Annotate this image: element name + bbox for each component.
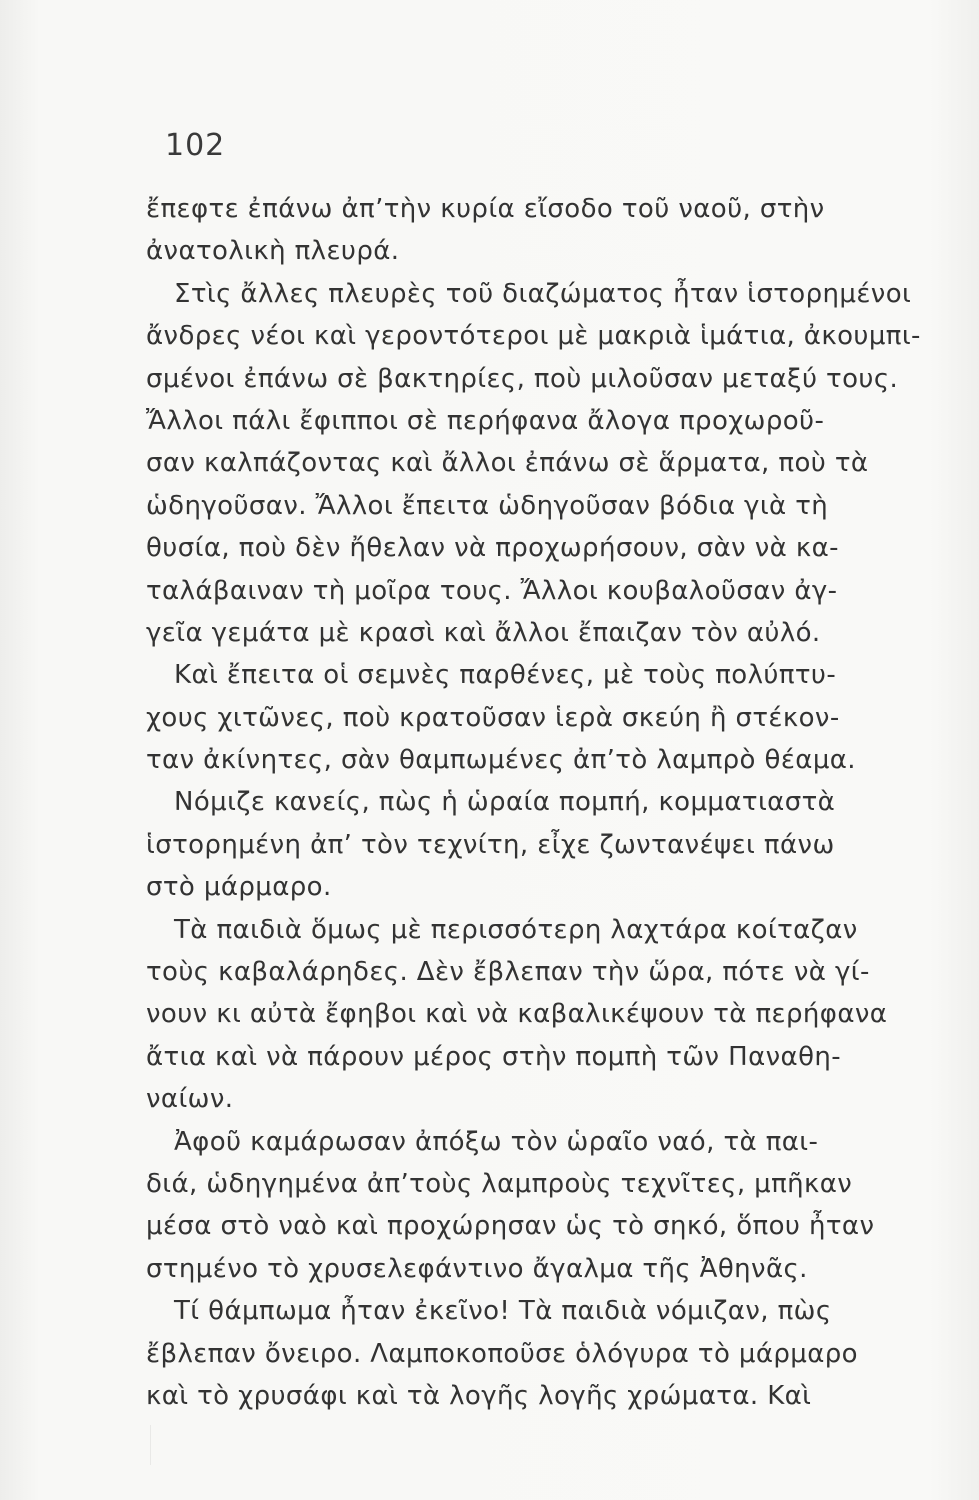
text-line: μέσα στὸ ναὸ καὶ προχώρησαν ὡς τὸ σηκό, ὅπου ἦταν [146,1211,875,1242]
text-line: Καὶ ἔπειτα οἱ σεμνὲς παρθένες, μὲ τοὺς πολύπτυ- [174,660,837,691]
text-line: καὶ τὸ χρυσάφι καὶ τὰ λογῆς λογῆς χρώματα. Καὶ [146,1380,812,1411]
body-text [146,188,946,1417]
text-line: Ἄλλοι πάλι ἔφιπποι σὲ περήφανα ἄλογα προχωροῦ- [146,405,825,436]
text-line: σμένοι ἐπάνω σὲ βακτηρίες, ποὺ μιλοῦσαν μεταξύ τους. [146,363,899,394]
text-line: στημένο τὸ χρυσελεφάντινο ἄγαλμα τῆς Ἀθηνᾶς. [146,1253,808,1284]
text-line: Ἀφοῦ καμάρωσαν ἀπόξω τὸν ὡραῖο ναό, τὰ παι- [174,1126,819,1157]
text-line: γεῖα γεμάτα μὲ κρασὶ καὶ ἄλλοι ἔπαιζαν τὸν αὐλό. [146,617,821,648]
text-line: ἔβλεπαν ὄνειρο. Λαμποκοποῦσε ὁλόγυρα τὸ μάρμαρο [146,1338,858,1369]
text-line: Τί θάμπωμα ἦταν ἐκεῖνο! Τὰ παιδιὰ νόμιζαν, πὼς [174,1296,832,1327]
text-line: σαν καλπάζοντας καὶ ἄλλοι ἐπάνω σὲ ἅρματα, ποὺ τὰ [146,448,869,479]
text-line: νουν κι αὐτὰ ἔφηβοι καὶ νὰ καβαλικέψουν τὰ περήφανα [146,999,888,1030]
text-line: ἔπεφτε ἐπάνω ἀπ’τὴν κυρία εἴσοδο τοῦ ναοῦ, στὴν [146,194,825,224]
text-line: ταν ἀκίνητες, σὰν θαμπωμένες ἀπ’τὸ λαμπρὸ θέαμα. [146,745,856,776]
text-line: Τὰ παιδιὰ ὅμως μὲ περισσότερη λαχτάρα κοίταζαν [174,914,858,945]
text-line: Νόμιζε κανείς, πὼς ἡ ὡραία πομπή, κομματιαστὰ [174,787,836,818]
text-line: χους χιτῶνες, ποὺ κρατοῦσαν ἱερὰ σκεύη ἢ στέκον- [146,702,840,733]
text-line: ταλάβαιναν τὴ μοῖρα τους. Ἄλλοι κουβαλοῦσαν ἀγ- [146,575,838,606]
text-line: θυσία, ποὺ δὲν ἤθελαν νὰ προχωρήσουν, σὰν νὰ κα- [146,533,839,564]
text-line: ναίων. [146,1084,234,1115]
text-line: διά, ὡδηγημένα ἀπ’τοὺς λαμπροὺς τεχνῖτες, μπῆκαν [146,1168,853,1199]
page-smudge [150,1425,159,1465]
page-number: 102 [165,128,226,163]
text-line: ἄνδρες νέοι καὶ γεροντότεροι μὲ μακριὰ ἱμάτια, ἀκουμπι- [146,321,921,352]
text-line: Στὶς ἄλλες πλευρὲς τοῦ διαζώματος ἦταν ἱστορημένοι [174,278,912,309]
text-line: ἀνατολικὴ πλευρά. [146,236,400,267]
text-line: ἄτια καὶ νὰ πάρουν μέρος στὴν πομπὴ τῶν Παναθη- [146,1041,842,1072]
text-line: τοὺς καβαλάρηδες. Δὲν ἔβλεπαν τὴν ὥρα, πότε νὰ γί- [146,957,870,988]
text-line: ὡδηγοῦσαν. Ἄλλοι ἔπειτα ὡδηγοῦσαν βόδια γιὰ τὴ [146,490,829,521]
text-line: ἱστορημένη ἀπ’ τὸν τεχνίτη, εἶχε ζωντανέψει πάνω [146,829,835,860]
text-line: στὸ μάρμαρο. [146,872,332,903]
